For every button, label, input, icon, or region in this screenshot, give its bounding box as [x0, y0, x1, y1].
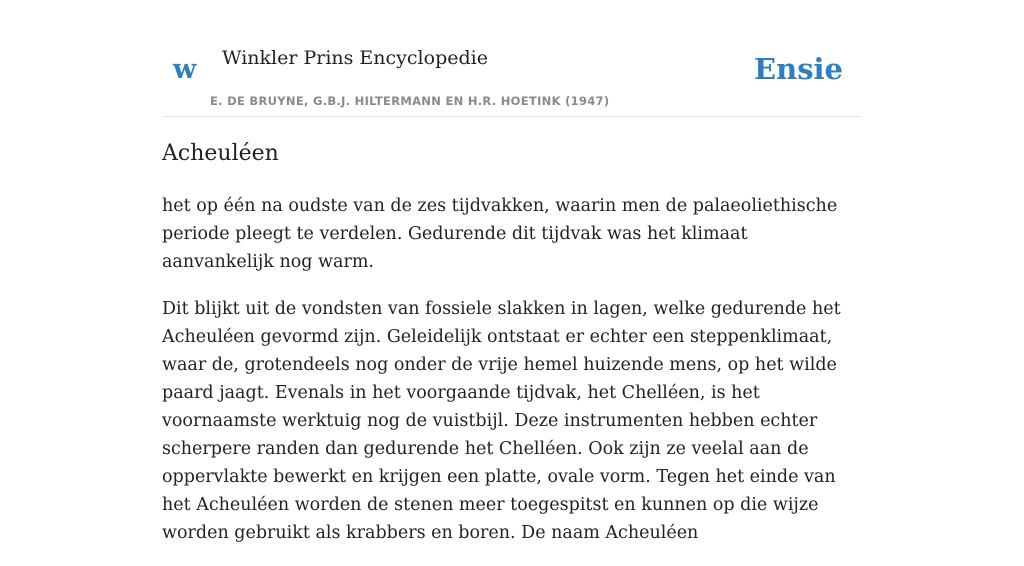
source-header — [162, 0, 862, 117]
article-body — [162, 192, 862, 566]
article-paragraph: Dit blijkt uit de vondsten van fossiele slakken in lagen, welke gedurende het Acheuléen gevormd zijn. Geleidelijk ontstaat er echter een steppenklimaat, waar de, grotendeels nog onder de vrije hemel huizende mens, op het wilde paard jaagt. Evenals in het voorgaande tijdvak, het Chelléen, is het voornaamste werktuig nog de vuistbijl. Deze instrumenten hebben echter scherpere randen dan gedurende het Chelléen. Ook zijn ze veelal aan de oppervlakte bewerkt en krijgen een platte, ovale vorm. Tegen het einde van het Acheuléen worden de stenen meer toegespitst en kunnen op die wijze worden gebruikt als krabbers en boren. De naam Acheuléen — [162, 299, 841, 543]
article-paragraph: het op één na oudste van de zes tijdvakken, waarin men de palaeoliethische periode pleegt te verdelen. Gedurende dit tijdvak was het klimaat aanvankelijk nog warm. — [162, 196, 838, 272]
ensie-logo[interactable]: Ensie — [754, 52, 843, 86]
source-authors: E. DE BRUYNE, G.B.J. HILTERMANN EN H.R. HOETINK (1947) — [210, 94, 610, 108]
article-title: Acheuléen — [162, 141, 279, 166]
source-title-link[interactable]: Winkler Prins Encyclopedie — [222, 47, 488, 69]
source-logo-icon[interactable]: w — [173, 54, 197, 85]
